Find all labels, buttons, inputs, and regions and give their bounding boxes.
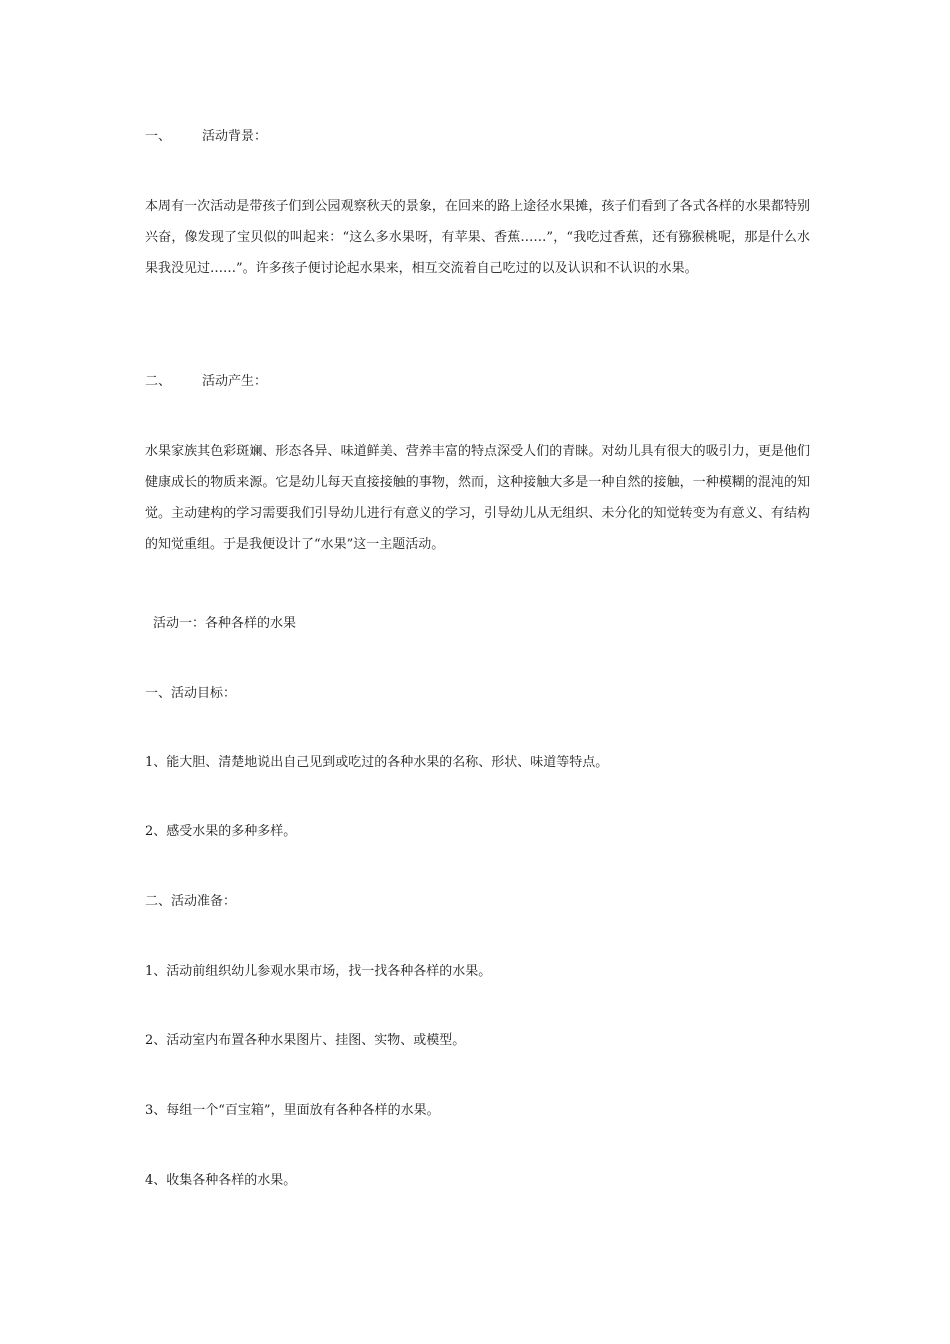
prep-item: 3、每组一个“百宝箱”，里面放有各种各样的水果。 [145,1103,440,1118]
goal-item: 2、感受水果的多种多样。 [145,824,297,839]
origin-paragraph: 水果家族其色彩斑斓、形态各异、味道鲜美、营养丰富的特点深受人们的青睐。对幼儿具有很大的吸引力，更是他们健康成长的物质来源。它是幼儿每天直接接触的事物，然而，这种接触大多是一种自然的接触，一种模糊的混沌的知觉。主动建构的学习需要我们引导幼儿进行有意义的学习，引导幼儿从无组织、未分化的知觉转变为有意义、有结构的知觉重组。于是我便设计了“水果”这一主题活动。 [145,444,810,552]
goals-heading: 一、活动目标： [145,686,237,701]
prep-heading: 二、活动准备： [145,894,237,909]
activity-title: 活动一：各种各样的水果 [153,616,297,631]
prep-item: 1、活动前组织幼儿参观水果市场，找一找各种各样的水果。 [145,964,492,979]
background-heading-title: 活动背景： [202,129,268,144]
background-heading-number: 一、 [145,129,172,144]
origin-heading [145,372,267,392]
background-heading [145,127,267,147]
origin-heading-number: 二、 [145,374,172,389]
prep-item: 4、收集各种各样的水果。 [145,1173,297,1188]
background-paragraph: 本周有一次活动是带孩子们到公园观察秋天的景象，在回来的路上途径水果摊，孩子们看到了各式各样的水果都特别兴奋，像发现了宝贝似的叫起来：“这么多水果呀，有苹果、香蕉……”，“我吃过香蕉，还有猕猴桃呢，那是什么水果我没见过……”。许多孩子便讨论起水果来，相互交流着自己吃过的以及认识和不认识的水果。 [145,199,810,276]
goal-item: 1、能大胆、清楚地说出自己见到或吃过的各种水果的名称、形状、味道等特点。 [145,755,609,770]
origin-heading-title: 活动产生： [202,374,268,389]
prep-item: 2、活动室内布置各种水果图片、挂图、实物、或模型。 [145,1033,466,1048]
